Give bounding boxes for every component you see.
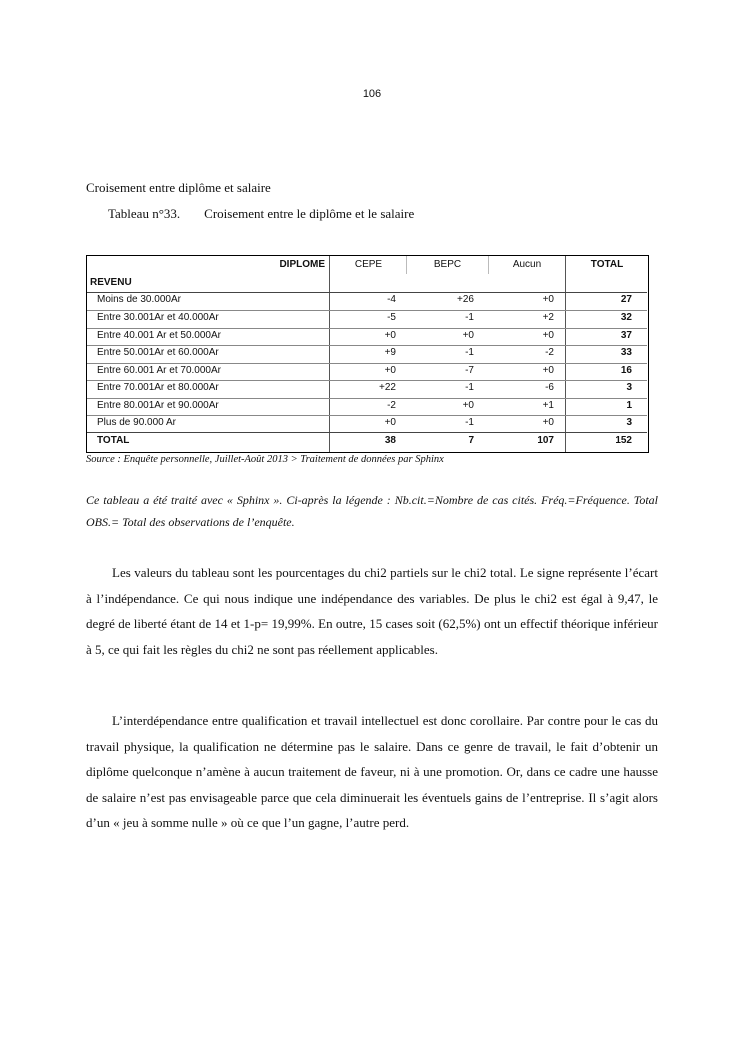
paragraph-chi2: Les valeurs du tableau sont les pourcentages du chi2 partiels sur le chi2 total. Le signe représente l’écart à l’indépendance. Ce qui nous indique une indépendance des variables. De plus le chi2 est égal à 9,47, le degré de liberté étant de 14 et 1-p= 19,99%. En outre, 15 cases soit (62,5%) ont un effectif théorique inférieur à 5, ce qui fait les règles du chi2 ne sont pas réellement applicables. xyxy=(86,565,658,657)
col-header-bepc: BEPC xyxy=(433,259,462,270)
table-grid-line xyxy=(87,432,647,433)
col-header-cepe: CEPE xyxy=(354,259,383,270)
row-label: Entre 70.001Ar et 80.000Ar xyxy=(97,382,219,393)
cell-total: 27 xyxy=(620,294,632,305)
cell-aucun: +1 xyxy=(542,400,554,411)
table-caption-title: Croisement entre le diplôme et le salaire xyxy=(204,206,415,221)
cell-aucun: +0 xyxy=(542,294,554,305)
cell-cepe: +0 xyxy=(384,330,396,341)
cell-bepc: -1 xyxy=(465,312,474,323)
source-note: Source : Enquête personnelle, Juillet-Août 2013 > Traitement de données par Sphinx xyxy=(86,454,444,465)
paragraph-interdependance: L’interdépendance entre qualification et travail intellectuel est donc corollaire. Par contre pour le cas du travail physique, la qualification ne détermine pas le salaire. Dans ce genre de travail, le fait d’obtenir un diplôme quelconque n’amène à aucun traitement de faveur, ni à une promotion. Or, dans ce cadre une hausse de salaire n’est pas envisageable parce que cela diminuerait les éventuels gains de l’entreprise. Il s’agit alors d’un « jeu à somme nulle » où ce que l’un gagne, l’autre perd. xyxy=(86,713,658,830)
cell-bepc: +0 xyxy=(462,400,474,411)
cell-cepe: +9 xyxy=(384,347,396,358)
row-label: Moins de 30.000Ar xyxy=(97,294,181,305)
cell-cepe: -5 xyxy=(387,312,396,323)
cell-cepe: +22 xyxy=(379,382,396,393)
cell-bepc: -1 xyxy=(465,382,474,393)
table-caption xyxy=(108,206,414,222)
total-grand: 152 xyxy=(615,435,632,446)
cell-total: 16 xyxy=(620,365,632,376)
cell-aucun: +0 xyxy=(542,417,554,428)
total-aucun: 107 xyxy=(537,435,554,446)
cell-bepc: -7 xyxy=(465,365,474,376)
cell-total: 3 xyxy=(626,417,632,428)
cell-total: 37 xyxy=(620,330,632,341)
row-label: Entre 80.001Ar et 90.000Ar xyxy=(97,400,219,411)
cell-aucun: -2 xyxy=(545,347,554,358)
cell-cepe: +0 xyxy=(384,417,396,428)
cell-aucun: -6 xyxy=(545,382,554,393)
cell-bepc: +26 xyxy=(457,294,474,305)
legend-text: Ce tableau a été traité avec « Sphinx ». Ci-après la légende : Nb.cit.=Nombre de cas cités. Fréq.=Fréquence. Total OBS.= Total des observations de l’enquête. xyxy=(86,493,658,529)
page-number: 106 xyxy=(362,88,382,100)
section-heading: Croisement entre diplôme et salaire xyxy=(86,180,271,195)
col-header-total: TOTAL xyxy=(590,259,624,270)
row-label: Entre 60.001 Ar et 70.000Ar xyxy=(97,365,221,376)
cell-bepc: -1 xyxy=(465,347,474,358)
total-row-label: TOTAL xyxy=(97,435,130,446)
cell-total: 32 xyxy=(620,312,632,323)
cell-bepc: -1 xyxy=(465,417,474,428)
row-label: Entre 40.001 Ar et 50.000Ar xyxy=(97,330,221,341)
cell-cepe: -4 xyxy=(387,294,396,305)
row-label: Entre 30.001Ar et 40.000Ar xyxy=(97,312,219,323)
cell-bepc: +0 xyxy=(462,330,474,341)
cell-total: 3 xyxy=(626,382,632,393)
cell-cepe: +0 xyxy=(384,365,396,376)
row-label: Entre 50.001Ar et 60.000Ar xyxy=(97,347,219,358)
total-bepc: 7 xyxy=(468,435,474,446)
cell-aucun: +0 xyxy=(542,365,554,376)
col-header-aucun: Aucun xyxy=(512,259,542,270)
cell-cepe: -2 xyxy=(387,400,396,411)
table-grid-line xyxy=(329,256,330,452)
cross-table xyxy=(86,255,649,453)
total-cepe: 38 xyxy=(384,435,396,446)
row-header-label: REVENU xyxy=(90,277,132,288)
table-caption-label: Tableau n°33. xyxy=(108,206,181,221)
row-label: Plus de 90.000 Ar xyxy=(97,417,176,428)
cell-aucun: +0 xyxy=(542,330,554,341)
col-header-label: DIPLOME xyxy=(279,259,325,270)
cell-total: 33 xyxy=(620,347,632,358)
cell-total: 1 xyxy=(626,400,632,411)
cell-aucun: +2 xyxy=(542,312,554,323)
